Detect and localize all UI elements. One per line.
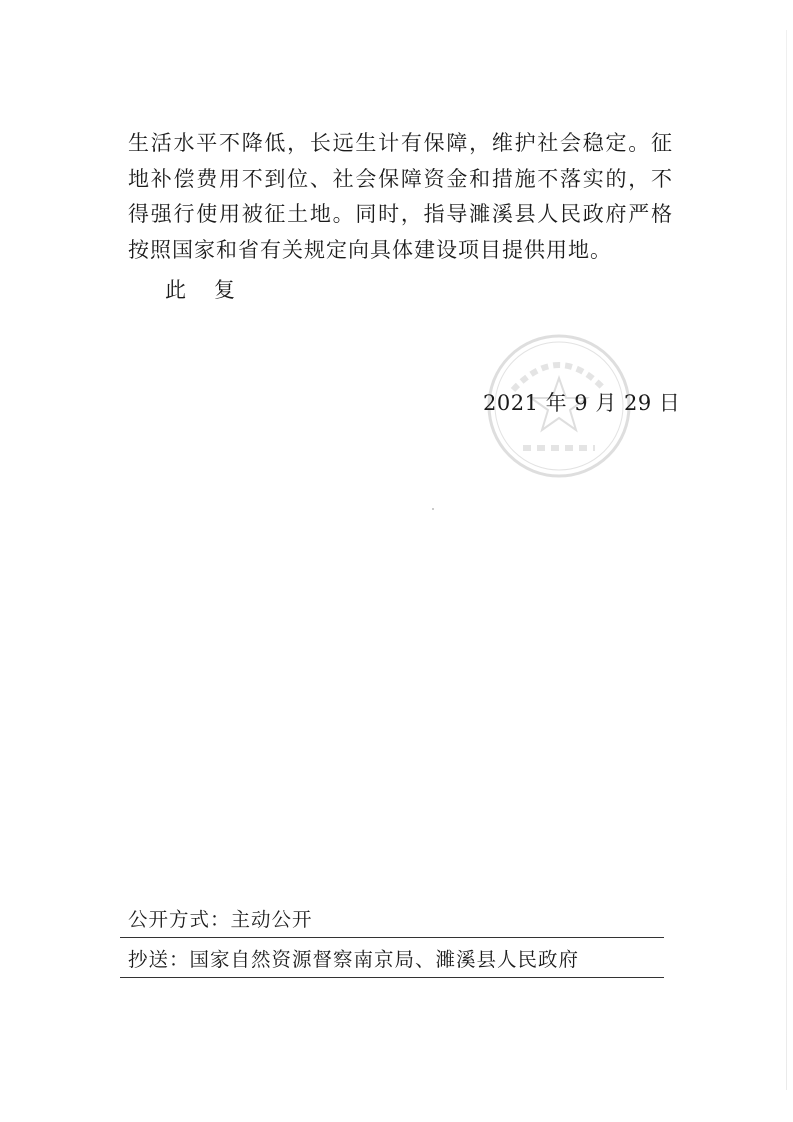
document-date: 2021 年 9 月 29 日: [483, 391, 681, 415]
scan-speck: [432, 508, 434, 510]
cc-line: 抄送：国家自然资源督察南京局、濉溪县人民政府: [128, 948, 580, 971]
disclosure-line: 公开方式：主动公开: [128, 908, 313, 931]
body-paragraph: [128, 126, 673, 268]
footer-rule-top: [120, 937, 664, 938]
footer-rule-bottom: [120, 977, 664, 978]
paragraph-text: 生活水平不降低，长远生计有保障，维护社会稳定。征地补偿费用不到位、社会保障资金和措施不落实的，不得强行使用被征土地。同时，指导濉溪县人民政府严格按照国家和省有关规定向具体建设项目提供用地。: [128, 131, 673, 262]
closing-phrase: 此复: [165, 278, 263, 302]
scan-edge: [786, 30, 787, 1090]
